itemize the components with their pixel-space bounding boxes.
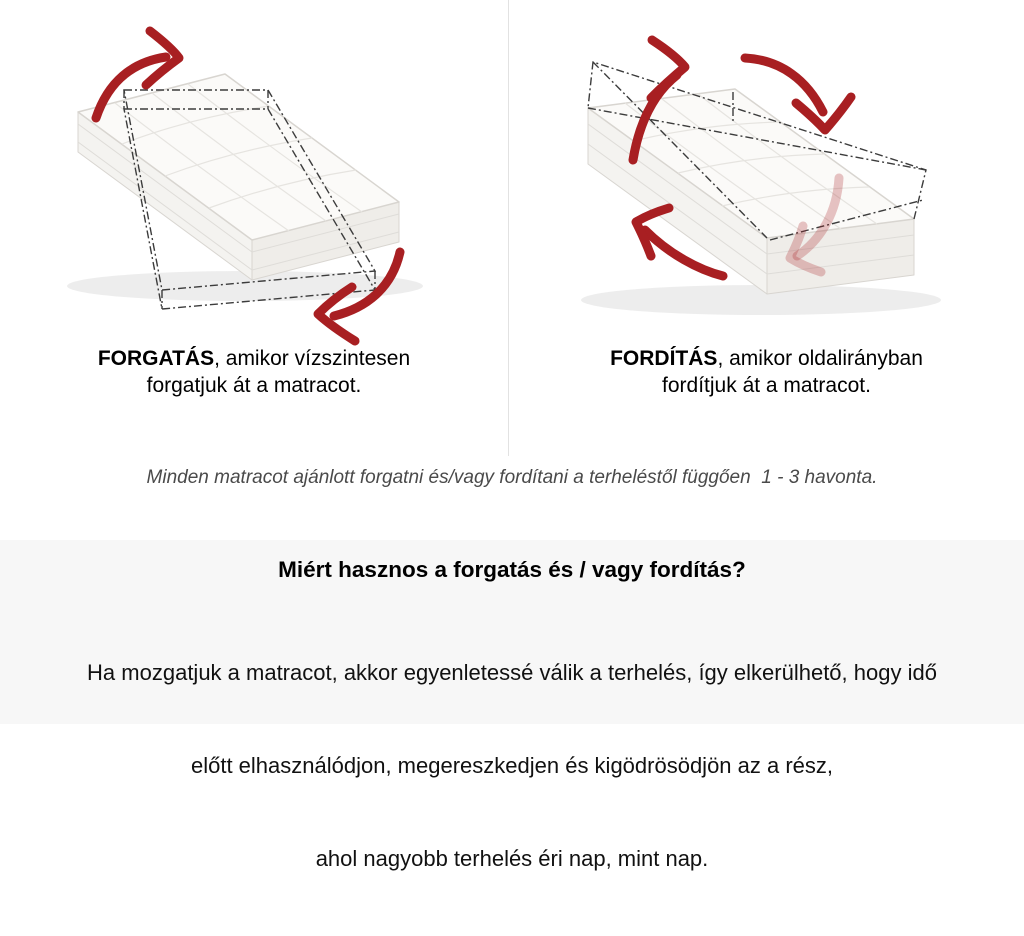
caption-forgatas-rest: , amikor vízszintesen xyxy=(214,347,411,370)
caption-forgatas-line2: forgatjuk át a matracot. xyxy=(146,374,362,397)
info-heading: Miért hasznos a forgatás és / vagy fordítás? xyxy=(278,557,746,582)
caption-forgatas-term: FORGATÁS xyxy=(97,347,215,370)
caption-forgatas xyxy=(0,345,508,399)
info-body-line: ahol nagyobb terhelés éri nap, mint nap. xyxy=(315,846,709,871)
info-body-line: Ha mozgatjuk a matracot, akkor egyenletessé válik a terhelés, így elkerülhető, hogy idő xyxy=(87,660,937,685)
info-box xyxy=(0,540,1024,871)
caption-forditas-term: FORDÍTÁS xyxy=(610,347,718,370)
caption-forditas-line2: fordítjuk át a matracot. xyxy=(662,374,871,397)
mattress-image xyxy=(588,89,914,294)
caption-forditas-line1 xyxy=(509,345,1024,372)
caption-forditas-rest: , amikor oldalirányban xyxy=(717,347,923,370)
info-body xyxy=(0,595,1024,936)
caption-forgatas-line1 xyxy=(0,345,508,372)
usage-note: Minden matracot ajánlott forgatni és/vagy fordítani a terheléstől függően 1 - 3 havonta. xyxy=(146,467,878,488)
info-body-line: előtt elhasználódjon, megereszkedjen és kigödrösödjön az a rész, xyxy=(190,753,834,778)
caption-forditas xyxy=(509,345,1024,399)
